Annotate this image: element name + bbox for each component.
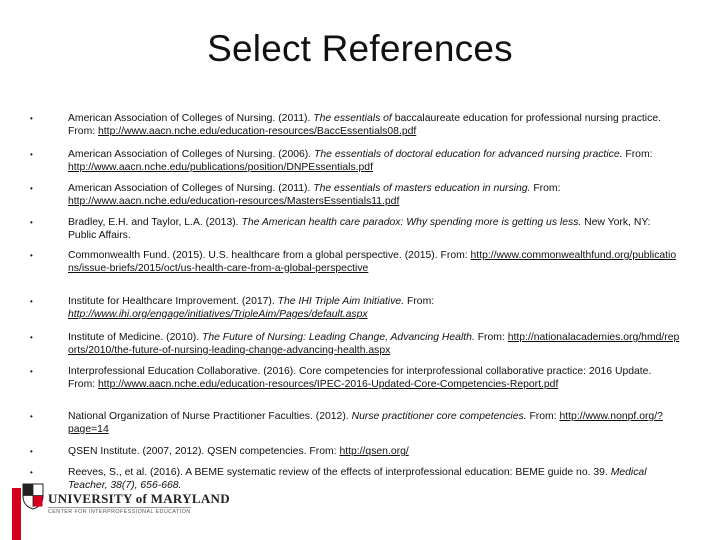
reference-text: baccalaureate education for professional nursing practice. From: [68, 113, 661, 137]
reference-text: QSEN Institute. (2007, 2012). QSEN competencies. From: [68, 446, 340, 457]
reference-link[interactable]: http://www.nonpf.org/?page=14 [68, 411, 663, 435]
reference-text: From: [530, 183, 561, 194]
reference-text: Bradley, E.H. and Taylor, L.A. (2013). [68, 217, 242, 228]
reference-link[interactable]: http://www.aacn.nche.edu/education-resources/BaccEssentials08.pdf [98, 125, 417, 137]
bullet: • [30, 218, 33, 227]
reference-italic: The essentials of [313, 113, 395, 124]
reference-italic: The Future of Nursing: Leading Change, Advancing Health. [202, 332, 475, 343]
page-title: Select References [207, 28, 513, 69]
reference-italic: The American health care paradox: Why spending more is getting us less. [241, 217, 582, 228]
bullet: • [30, 367, 33, 376]
logo-subtitle: CENTER FOR INTERPROFESSIONAL EDUCATION [48, 509, 191, 515]
reference-link[interactable]: http://www.aacn.nche.edu/education-resources/IPEC-2016-Updated-Core-Competencies-Report.pdf [98, 378, 559, 390]
reference-text: Institute of Medicine. (2010). [68, 332, 202, 343]
reference-link[interactable]: http://www.commonwealthfund.org/publications/issue-briefs/2015/oct/us-health-care-from-a-global-perspective [68, 250, 677, 274]
reference-italic: The essentials of masters education in nursing. [313, 183, 531, 194]
reference-link[interactable]: http://nationalacademies.org/hmd/reports/2010/the-future-of-nursing-leading-change-advancing-health.aspx [68, 332, 680, 356]
reference-text: Reeves, S., et al. (2016). A BEME systematic review of the effects of interprofessional education: BEME guide no. 39. [68, 467, 611, 478]
reference-text: New York, NY: Public Affairs. [68, 217, 651, 241]
bullet: • [30, 297, 33, 306]
bullet: • [30, 412, 33, 421]
bullet: • [30, 184, 33, 193]
shield-icon [22, 482, 44, 510]
reference-text: Commonwealth Fund. (2015). U.S. healthcare from a global perspective. (2015). From: [68, 250, 471, 261]
reference-text: From: [474, 332, 508, 343]
reference-italic: The IHI Triple Aim Initiative. [277, 296, 405, 307]
bullet: • [30, 468, 33, 477]
reference-text: American Association of Colleges of Nursing. (2011). [68, 113, 314, 124]
reference-text: American Association of Colleges of Nursing. (2011). [68, 183, 314, 194]
reference-text: From: [526, 411, 560, 422]
university-logo [12, 482, 230, 540]
bullet: • [30, 251, 33, 260]
reference-italic: Nurse practitioner core competencies. [351, 411, 527, 422]
bullet: • [30, 447, 33, 456]
reference-link[interactable]: http://www.ihi.org/engage/initiatives/TripleAim/Pages/default.aspx [68, 308, 368, 320]
reference-text: Institute for Healthcare Improvement. (2017). [68, 296, 278, 307]
reference-italic: The essentials of doctoral education for advanced nursing practice. [314, 149, 623, 160]
reference-text: American Association of Colleges of Nursing. (2006). [68, 149, 315, 160]
bullet: • [30, 150, 33, 159]
reference-italic: Medical Teacher, 38(7), 656-668. [68, 467, 647, 491]
reference-link[interactable]: http://www.aacn.nche.edu/publications/position/DNPEssentials.pdf [68, 161, 373, 173]
reference-text: From: [404, 296, 435, 307]
logo-name: UNIVERSITY of MARYLAND [48, 491, 230, 506]
reference-text: Interprofessional Education Collaborative. (2016). Core competencies for interprofessional collaborative practice: 2016 Update. From: [68, 366, 652, 390]
reference-link[interactable]: http://www.aacn.nche.edu/education-resources/MastersEssentials11.pdf [68, 195, 400, 207]
reference-link[interactable]: http://qsen.org/ [339, 446, 409, 457]
reference-text: National Organization of Nurse Practitioner Faculties. (2012). [68, 411, 352, 422]
bullet: • [30, 333, 33, 342]
logo-accent-bar [12, 488, 21, 540]
reference-text: From: [622, 149, 653, 160]
bullet: • [30, 114, 33, 123]
